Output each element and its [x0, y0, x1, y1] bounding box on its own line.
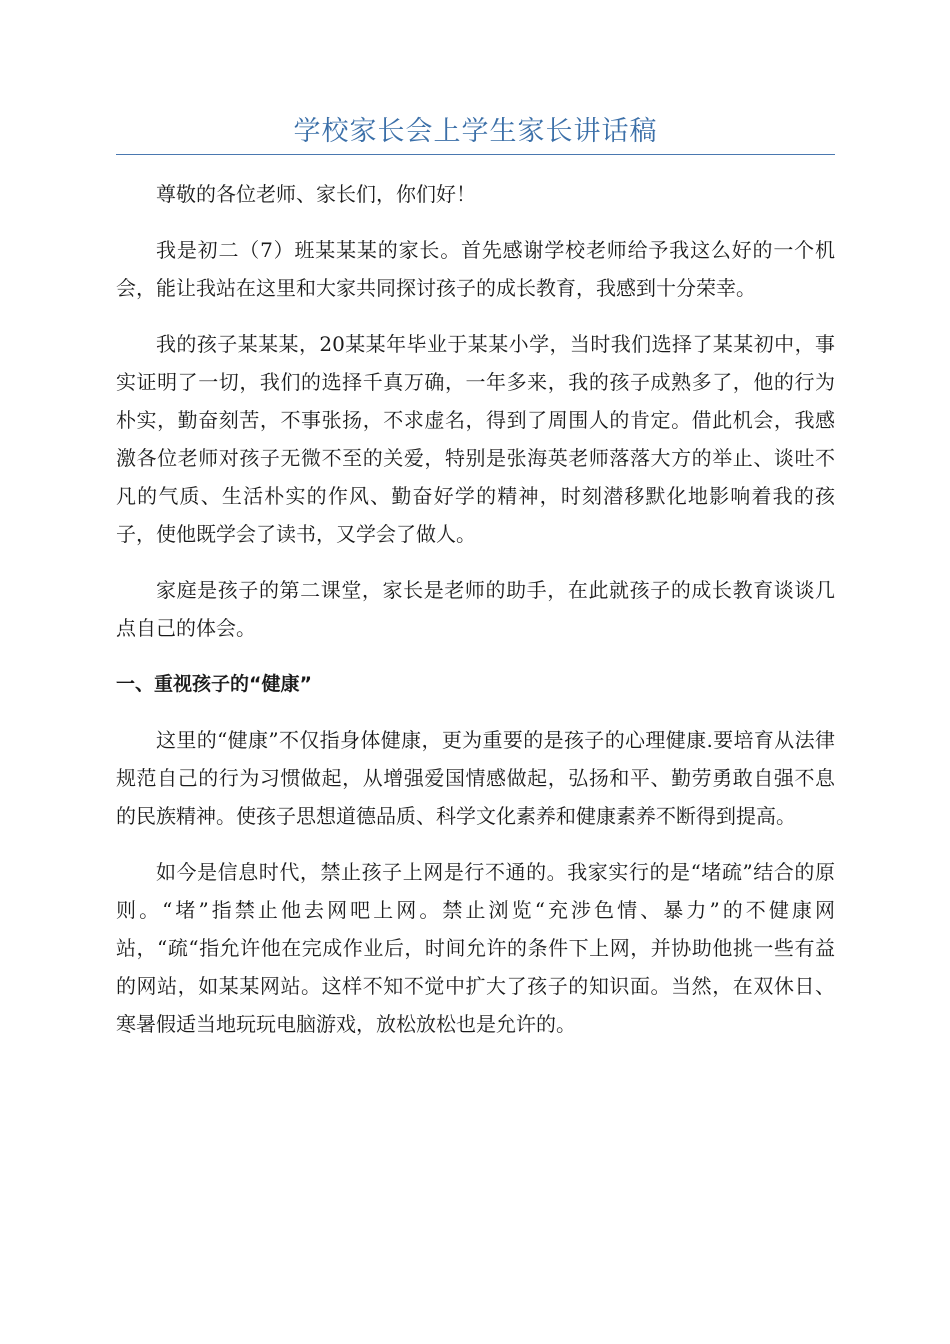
paragraph-transition: 家庭是孩子的第二课堂，家长是老师的助手，在此就孩子的成长教育谈谈几点自己的体会。: [116, 578, 835, 640]
paragraph-internet-use: 如今是信息时代，禁止孩子上网是行不通的。我家实行的是“堵疏”结合的原则。“堵”指禁止他去网吧上网。禁止浏览“充涉色情、暴力”的不健康网站，“疏“指允许他在完成作业后，时间允许的条件下上网，并协助他挑一些有益的网站，如某某网站。这样不知不觉中扩大了孩子的知识面。当然，在双休日、寒暑假适当地玩玩电脑游戏，放松放松也是允许的。: [116, 860, 835, 1036]
paragraph-health-meaning: 这里的“健康”不仅指身体健康，更为重要的是孩子的心理健康.要培育从法律规范自己的行为习惯做起，从增强爱国情感做起，弘扬和平、勤劳勇敢自强不息的民族精神。使孩子思想道德品质、科学文化素养和健康素养不断得到提高。: [116, 728, 835, 828]
paragraph-child-background: 我的孩子某某某，20某某年毕业于某某小学，当时我们选择了某某初中，事实证明了一切，我们的选择千真万确，一年多来，我的孩子成熟多了，他的行为朴实，勤奋刻苦，不事张扬，不求虚名，得到了周围人的肯定。借此机会，我感激各位老师对孩子无微不至的关爱，特别是张海英老师落落大方的举止、谈吐不凡的气质、生活朴实的作风、勤奋好学的精神，时刻潜移默化地影响着我的孩子，使他既学会了读书，又学会了做人。: [116, 332, 835, 546]
title-underline: [116, 154, 835, 155]
section-heading-health: 一、重视孩子的“健康”: [116, 673, 312, 695]
paragraph-greeting: 尊敬的各位老师、家长们，你们好！: [156, 182, 476, 206]
document-body: [116, 175, 835, 1061]
paragraph-introduction: 我是初二（7）班某某某的家长。首先感谢学校老师给予我这么好的一个机会，能让我站在这里和大家共同探讨孩子的成长教育，我感到十分荣幸。: [116, 238, 835, 300]
document-title: 学校家长会上学生家长讲话稿: [293, 116, 658, 147]
